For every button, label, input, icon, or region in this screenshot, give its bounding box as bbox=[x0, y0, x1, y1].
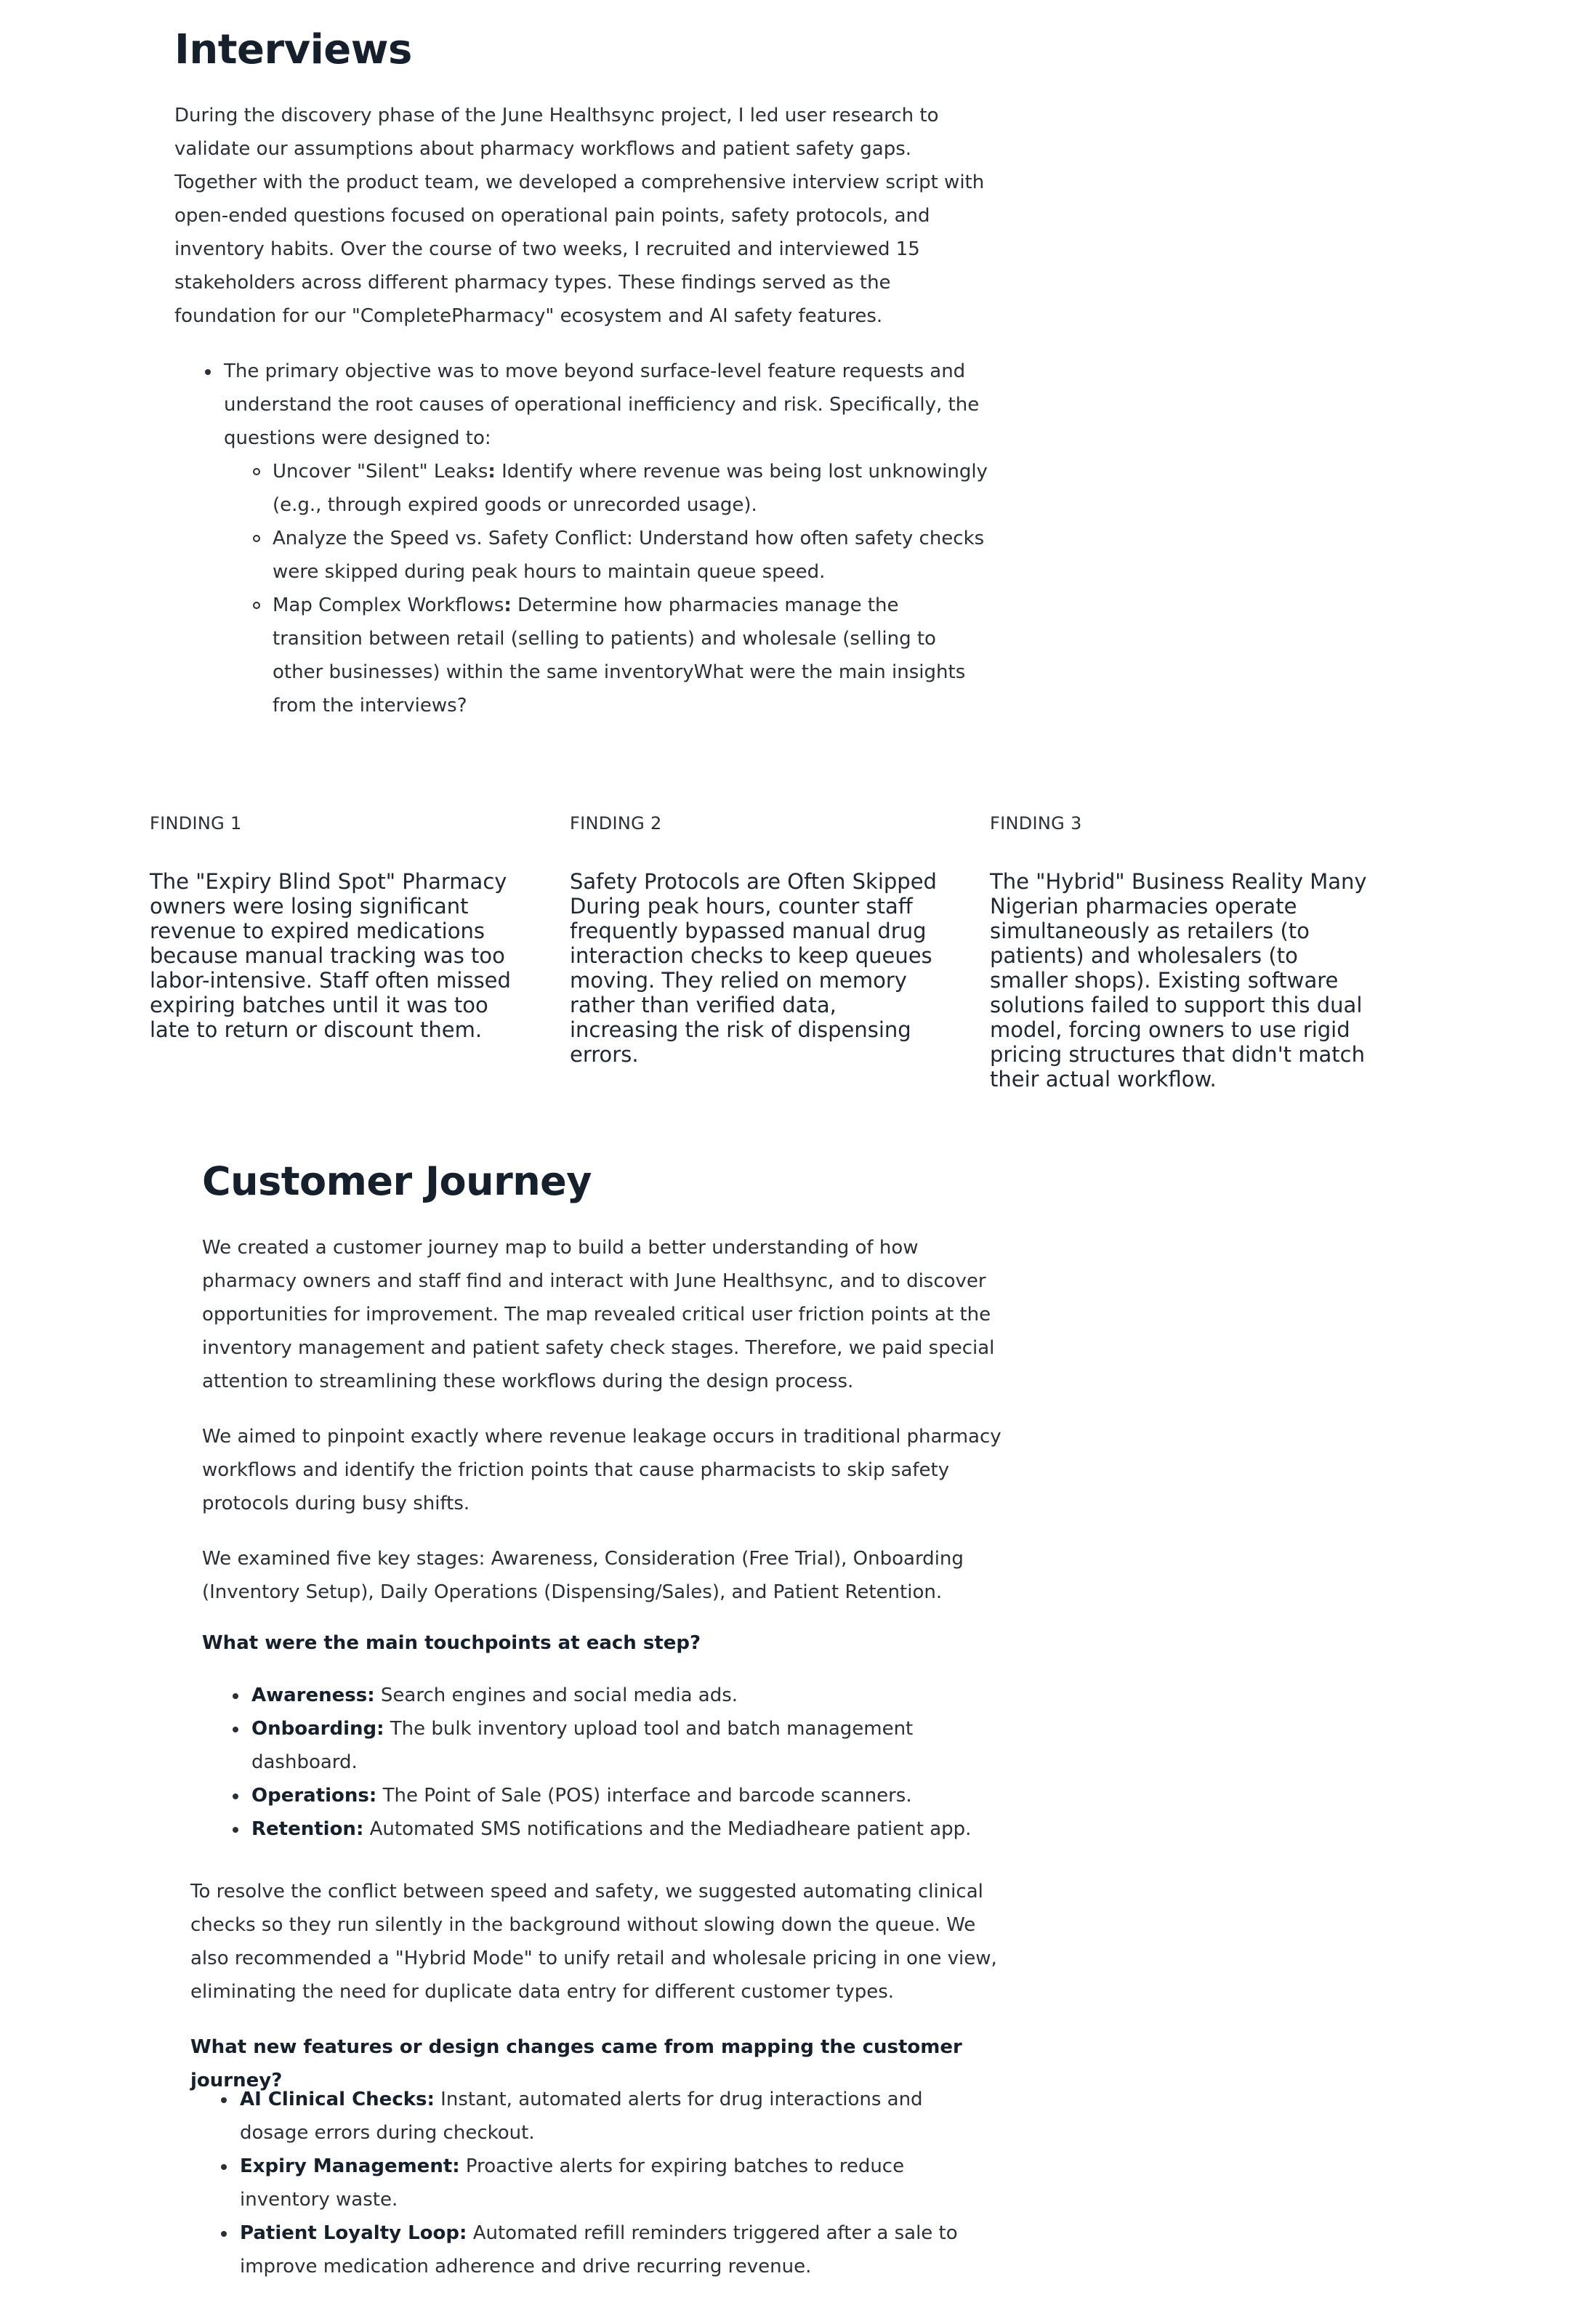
features-heading: What new features or design changes came from mapping the customer journey? bbox=[190, 2036, 962, 2091]
finding-card bbox=[570, 812, 948, 1067]
touchpoint-label: Retention: bbox=[251, 1818, 364, 1840]
journey-paragraph: We aimed to pinpoint exactly where revenue leakage occurs in traditional pharmacy workflows and identify the friction points that cause pharmacists to skip safety protocols during busy shifts. bbox=[202, 1426, 1001, 1514]
sub-list-item bbox=[224, 522, 988, 589]
sub-list-item bbox=[224, 455, 988, 522]
touchpoint-label: Onboarding: bbox=[251, 1718, 384, 1740]
touchpoints-list bbox=[202, 1679, 1009, 1846]
sub-item-separator: : bbox=[488, 461, 496, 483]
feature-item bbox=[190, 2150, 997, 2216]
interviews-heading: Interviews bbox=[174, 26, 412, 73]
touchpoint-text: Search engines and social media ads. bbox=[374, 1685, 738, 1706]
touchpoint-item bbox=[202, 1812, 1009, 1846]
journey-paragraph: To resolve the conflict between speed and safety, we suggested automating clinical checks so they run silently in the background without slowing down the queue. We also recommended a "Hybrid Mode" to unify retail and wholesale pricing in one view, eliminating the need for duplicate data entry for different customer types. bbox=[190, 1881, 997, 2003]
features-list bbox=[190, 2083, 997, 2283]
sub-list-item bbox=[224, 589, 988, 722]
touchpoint-text: The bulk inventory upload tool and batch management dashboard. bbox=[251, 1718, 914, 1773]
touchpoint-text: The Point of Sale (POS) interface and barcode scanners. bbox=[376, 1785, 912, 1807]
journey-paragraph: We created a customer journey map to build a better understanding of how pharmacy owners and staff find and interact with June Healthsync, and to discover opportunities for improvement. The map revealed critical user friction points at the inventory management and patient safety check stages. Therefore, we paid special attention to streamlining these workflows during the design process. bbox=[202, 1237, 995, 1392]
objective-text: The primary objective was to move beyond surface-level feature requests and understand the root causes of operational inefficiency and risk. Specifically, the questions were designed to: bbox=[224, 360, 980, 449]
sub-item-text: Identify where revenue was being lost unknowingly (e.g., through expired goods or unrecorded usage). bbox=[273, 461, 988, 516]
feature-text: Proactive alerts for expiring batches to reduce inventory waste. bbox=[240, 2155, 905, 2211]
feature-text: Instant, automated alerts for drug interactions and dosage errors during checkout. bbox=[240, 2089, 923, 2144]
objective-list-item bbox=[174, 355, 988, 722]
touchpoints-heading: What were the main touchpoints at each step? bbox=[202, 1632, 701, 1654]
touchpoint-label: Awareness: bbox=[251, 1685, 375, 1706]
feature-label: Expiry Management: bbox=[240, 2155, 460, 2177]
finding-label: FINDING 1 bbox=[150, 813, 242, 834]
objective-sub-list bbox=[224, 455, 988, 722]
interviews-paragraph: During the discovery phase of the June Healthsync project, I led user research to validate our assumptions about pharmacy workflows and patient safety gaps. Together with the product team, we developed a comprehensive interview script with open-ended questions focused on operational pain points, safety protocols, and inventory habits. Over the course of two weeks, I recruited and interviewed 15 stakeholders across different pharmacy types. These findings served as the foundation for our "CompletePharmacy" ecosystem and AI safety features. bbox=[174, 105, 985, 327]
finding-label: FINDING 3 bbox=[990, 813, 1082, 834]
feature-label: AI Clinical Checks: bbox=[240, 2089, 435, 2110]
feature-label: Patient Loyalty Loop: bbox=[240, 2222, 467, 2244]
finding-text: The "Hybrid" Business Reality Many Nigerian pharmacies operate simultaneously as retailers (to patients) and wholesalers (to smaller shops). Existing software solutions failed to support this dual model, forcing owners to use rigid pricing structures that didn't match their actual workflow. bbox=[990, 869, 1367, 1092]
touchpoint-label: Operations: bbox=[251, 1785, 377, 1807]
interviews-objective-list bbox=[174, 355, 988, 722]
finding-text: Safety Protocols are Often Skipped During peak hours, counter staff frequently bypassed manual drug interaction checks to keep queues moving. They relied on memory rather than verified data, increasing the risk of dispensing errors. bbox=[570, 869, 937, 1067]
sub-item-label: Uncover "Silent" Leaks bbox=[273, 461, 488, 483]
finding-card bbox=[990, 812, 1368, 1092]
finding-text: The "Expiry Blind Spot" Pharmacy owners were losing significant revenue to expired medications because manual tracking was too labor-intensive. Staff often missed expiring batches until it was too late to return or discount them. bbox=[150, 869, 511, 1042]
finding-card bbox=[150, 812, 528, 1042]
sub-item-separator: : bbox=[504, 594, 512, 616]
customer-journey-heading: Customer Journey bbox=[202, 1158, 592, 1204]
sub-item-text: Understand how often safety checks were skipped during peak hours to maintain queue speed. bbox=[273, 528, 985, 583]
journey-paragraph: We examined five key stages: Awareness, Consideration (Free Trial), Onboarding (Inventory Setup), Daily Operations (Dispensing/Sales), and Patient Retention. bbox=[202, 1548, 964, 1603]
touchpoint-item bbox=[202, 1712, 1009, 1779]
sub-item-label: Analyze the Speed vs. Safety Conflict bbox=[273, 528, 626, 549]
touchpoint-item bbox=[202, 1779, 1009, 1812]
touchpoint-item bbox=[202, 1679, 1009, 1712]
feature-text: Automated refill reminders triggered after a sale to improve medication adherence and drive recurring revenue. bbox=[240, 2222, 958, 2277]
sub-item-label: Map Complex Workflows bbox=[273, 594, 504, 616]
touchpoint-text: Automated SMS notifications and the Mediadheare patient app. bbox=[363, 1818, 972, 1840]
feature-item bbox=[190, 2083, 997, 2150]
sub-item-separator: : bbox=[626, 528, 633, 549]
feature-item bbox=[190, 2216, 997, 2283]
sub-item-text: Determine how pharmacies manage the transition between retail (selling to patients) and wholesale (selling to other businesses) within the same inventoryWhat were the main insights from the interviews? bbox=[273, 594, 966, 717]
finding-label: FINDING 2 bbox=[570, 813, 662, 834]
